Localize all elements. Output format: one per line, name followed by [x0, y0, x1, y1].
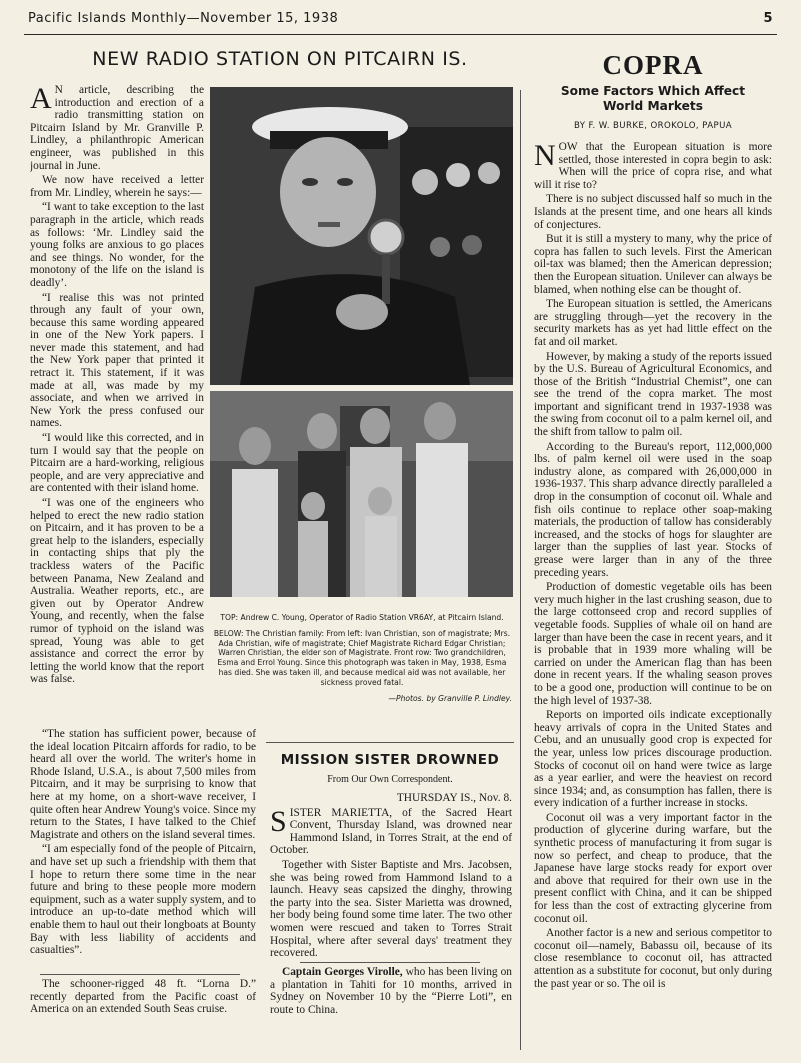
article-paragraph: The European situation is settled, the Americans are struggling through—yet the recovery in the security markets has as yet had little effect on the fat and oil market. — [534, 298, 772, 348]
drop-cap: S — [270, 804, 287, 838]
lorna-d-item — [30, 978, 256, 1048]
caption-below: BELOW: The Christian family: From left: Ivan Christian, son of magistrate; Mrs. Ada Christian, wife of magistrate; Chief Magistrate Richard Edgar Christian; Warren Christian, the elder son of Magistrate. Front row: Two grandchildren, Esma and Errol Young. Since this photograph was taken in May, 1938, Esma has died. She was taken ill, and because medical aid was not available, her sickness proved fatal. — [213, 628, 511, 687]
running-header — [28, 6, 773, 30]
copra-headline: COPRA — [602, 50, 704, 80]
photo-radio-operator — [210, 87, 513, 385]
photo-credit: —Photos. by Granville P. Lindley. — [388, 693, 512, 703]
mission-dateline: THURSDAY IS., Nov. 8. — [396, 792, 512, 804]
article-paragraph: But it is still a mystery to many, why the price of copra has fallen to such levels. First the American oil-tax was blamed; then the American depression; then the European situation. Unilever can always be blamed, when nothing else can be thought of. — [534, 233, 772, 296]
pitcairn-continuation — [30, 728, 256, 974]
article-paragraph: Reports on imported oils indicate exceptionally heavy arrivals of copra in the United States and Cebu, and an unusually good crop is expected for the year, unless low prices discourage production. Stocks of coconut oil on hand were twice as large as a year earlier, and were the heaviest on record since 1934; and, as consumption has fallen, there is every indication of a further increase in stocks. — [534, 709, 772, 810]
copra-byline: BY F. W. BURKE, OROKOLO, PAPUA — [573, 121, 733, 131]
article-paragraph: “I would like this corrected, and in turn I would say that the people on Pitcairn are a hard-working, religious people, and are very appreciative and are contented with their island home. — [30, 432, 204, 495]
article-paragraph: Coconut oil was a very important factor in the production of glycerine during warfare, but the synthetic process of manufacturing it from sugar is now so perfect, and cheap to produce, that the Japanese have large stocks ready for export over and above that required for their own use in the present conflict with China, and it can be shipped for less than the cost of extracting glycerine from coconut oil. — [534, 811, 772, 925]
pitcairn-lead-para: A N article, describing the introduction and erection of a radio transmitting station on Pitcairn Island by Mr. Granville P. Lindley, a philanthropic American engineer, was published in this journal in June. — [30, 84, 204, 172]
page-number: 5 — [763, 10, 773, 26]
drop-cap: N — [534, 141, 556, 172]
photo-captions — [212, 613, 512, 709]
article-paragraph: “I want to take exception to the last paragraph in the article, which reads as follows: ‘Mr. Lindley said the young folks are anxious to go places and see things. No wonder, for the monotony of the life on the island is deadly’. — [30, 201, 204, 289]
section-divider — [266, 742, 514, 743]
virolle-item — [270, 966, 512, 1036]
article-paragraph: Captain Georges Virolle, who has been living on a plantation in Tahiti for 10 months, arrived in Sydney on November 10 by the “Pierre Loti”, en route to China. — [270, 966, 512, 1016]
mission-lead-para: SISTER MARIETTA, of the Sacred Heart Convent, Thursday Island, was drowned near Hammond Island, in Torres Strait, at the end of October. — [270, 804, 512, 857]
article-paragraph: Together with Sister Baptiste and Mrs. Jacobsen, she was being rowed from Hammond Island to a launch. Heavy seas capsized the dinghy, throwing the party into the sea. Sister Marietta was drowned, her body being found some time later. The two other women were rescued and taken to Torres Strait Hospital, where after several days' treatment they recovered. — [270, 858, 512, 960]
copra-lead-para: NOW that the European situation is more settled, those interested in copra begin to ask: When will the price of copra rise, and what will it rise to? — [534, 141, 772, 191]
article-paragraph: According to the Bureau's report, 112,000,000 lbs. of palm kernel oil were used in the soap industry alone, as compared with 26,000,000 in 1936-1937. This sharp advance directly paralleled a drop in the consumption of coconut oil. Whale and fish oils continue to replace other soap-making materials, the production of tallow has considerably increased, and the stocks of hogs for slaughter are larger than the supplies of last year. Stocks of grease were larger than in any of the three preceding years. — [534, 440, 772, 579]
caption-top: TOP: Andrew C. Young, Operator of Radio Station VR6AY, at Pitcairn Island. — [220, 613, 504, 622]
pitcairn-headline: NEW RADIO STATION ON PITCAIRN IS. — [92, 48, 468, 70]
article-paragraph: “The station has sufficient power, because of the ideal location Pitcairn affords for radio, to be heard all over the world. The writer's home in Rhode Island, U.S.A., is about 7,500 miles from Pitcairn, and it may be surprising to know that here at my home, on a short-wave receiver, I quite often hear Andrew Young's voice. Since my return to the States, I have talked to the Chief Magistrate and others on the island several times. — [30, 728, 256, 841]
photo-christian-family — [210, 391, 513, 597]
header-title: Pacific Islands Monthly—November 15, 1938 — [28, 10, 339, 26]
pitcairn-column — [30, 84, 204, 729]
article-paragraph: We now have received a letter from Mr. Lindley, wherein he says:— — [30, 174, 204, 199]
article-paragraph: “I was one of the engineers who helped to erect the new radio station on Pitcairn, and it has proven to be a great help to the islanders, especially in contacting ships that ply the trackless waters of the Pacific between Panama, New Zealand and Australia. Weather reports, etc., are given out by Operator Andrew Young, and recently, when the false rumor of typhoid on the island was spread, Young was able to get assistance and correct the error by letting the world know that the report was false. — [30, 497, 204, 686]
article-paragraph: The schooner-rigged 48 ft. “Lorna D.” recently departed from the Pacific coast of America on an extended South Seas cruise. — [30, 978, 256, 1016]
mission-column — [270, 792, 512, 962]
copra-column — [534, 141, 772, 1056]
article-paragraph: “I realise this was not printed through any fault of your own, because this same wording appeared in one of the New York papers. I never made this statement, and had the New York paper that printed it retract it. This statement, if it was made at all, was made by my associate, and when we arrived in New York the press confused our names. — [30, 291, 204, 430]
mission-byline: From Our Own Correspondent. — [327, 774, 453, 785]
virolle-name: Captain Georges Virolle, — [282, 966, 403, 978]
mission-headline: MISSION SISTER DROWNED — [280, 752, 500, 768]
article-paragraph: However, by making a study of the reports issued by the U.S. Bureau of Agricultural Economics, and those of the British “Industrial Chemist”, one can see the trend of the copra market. The most important and significant trend in 1937-1938 was the swing from coconut oil to a palm kernel oil, and the shift from tallow to palm oil. — [534, 350, 772, 439]
column-rule — [520, 90, 521, 1050]
drop-cap: A — [30, 84, 52, 115]
article-paragraph: “I am especially fond of the people of Pitcairn, and have set up such a friendship with them that I hope to return there some time in the near future and bring to these people more modern equipment, such as a water supply system, and to introduce an up-to-date method which will enable them to haul out their longboats at Bounty Bay with less liability of accidents and casualties”. — [30, 843, 256, 957]
article-paragraph: There is no subject discussed half so much in the Islands at the present time, and one hears all kinds of conjectures. — [534, 193, 772, 231]
article-paragraph: Production of domestic vegetable oils has been very much higher in the last crushing season, due to the large cottonseed crop and record supplies of vegetable foods. Supplies of whale oil on hand are larger than have been the case in recent years, and it is probable that in 1939 more whaling will be carried on under the American flag than has been done in recent years. If the whaling season proves to be a good one, production will continue to be on the high level of 1937-38. — [534, 581, 772, 707]
section-divider — [300, 962, 480, 963]
header-rule — [24, 34, 777, 35]
section-divider — [40, 974, 240, 975]
copra-subheadline: Some Factors Which Affect World Markets — [560, 84, 746, 113]
article-paragraph: Another factor is a new and serious competitor to coconut oil—namely, Babassu oil, because of its close resemblance to coconut oil, has attracted attention as a substitute for coconut, but only during the past year or so. The oil is — [534, 927, 772, 990]
